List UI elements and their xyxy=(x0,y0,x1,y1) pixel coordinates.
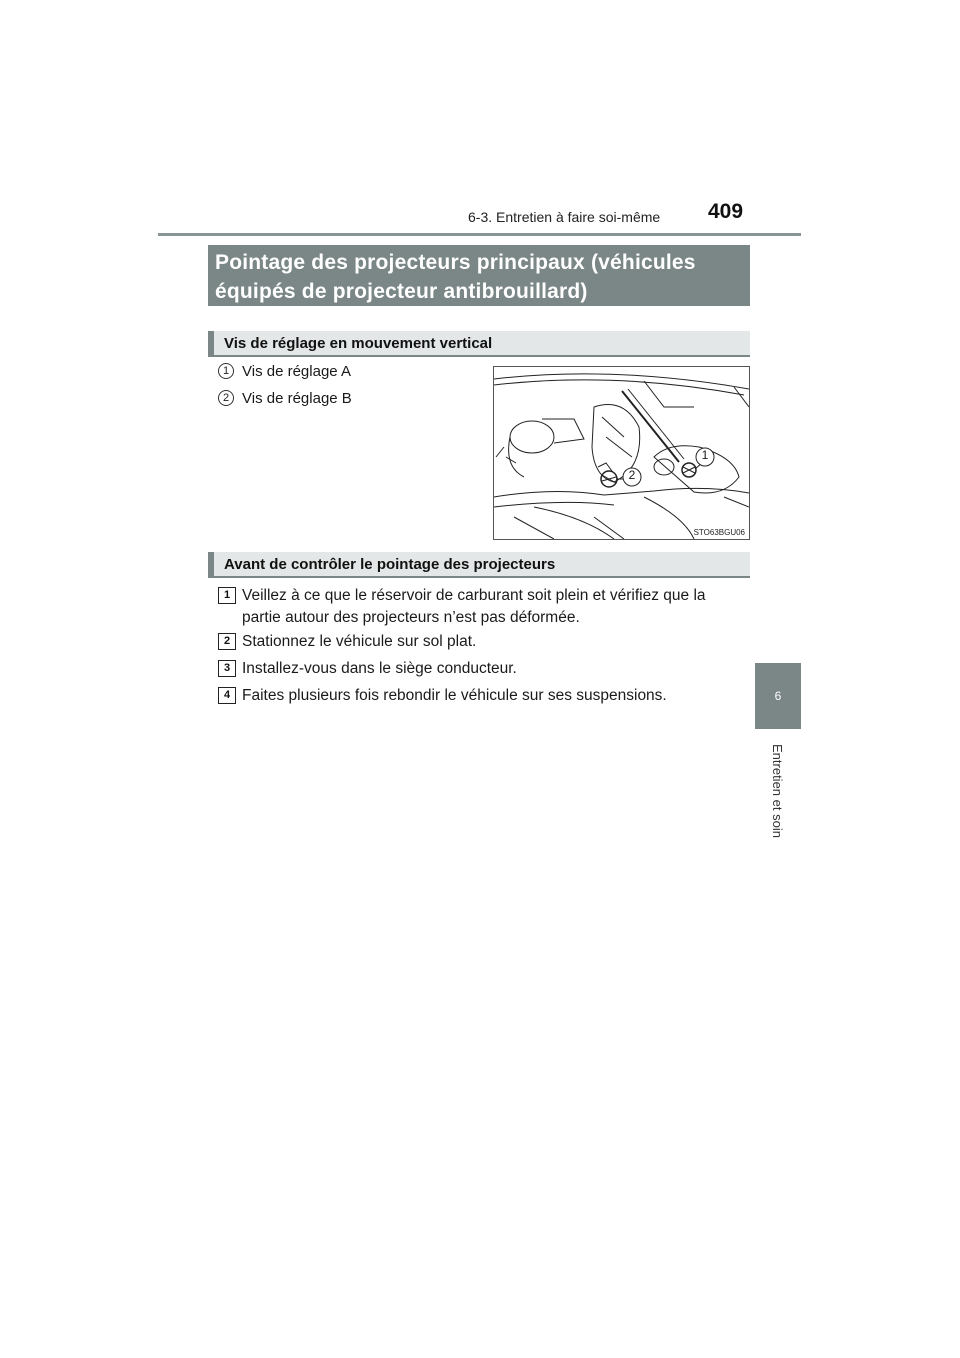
step-4-text: Faites plusieurs fois rebondir le véhicule sur ses suspensions. xyxy=(242,687,667,704)
step-1-text xyxy=(242,585,706,629)
header-divider xyxy=(158,233,801,236)
adjust-screws-heading: Vis de réglage en mouvement vertical xyxy=(208,331,750,357)
step-1-line2: partie autour des projecteurs n’est pas déformée. xyxy=(242,609,580,626)
callout-2-label: Vis de réglage B xyxy=(242,390,352,407)
step-3-text: Installez-vous dans le siège conducteur. xyxy=(242,660,517,677)
page-title-line1: Pointage des projecteurs principaux (véhicules xyxy=(215,251,696,274)
engine-bay-illustration xyxy=(493,366,750,540)
chapter-title: Entretien et soin xyxy=(770,744,785,838)
figure-code: STO63BGU06 xyxy=(693,528,745,537)
step-1-line1: Veillez à ce que le réservoir de carburant soit plein et vérifiez que la xyxy=(242,587,706,604)
before-check-heading: Avant de contrôler le pointage des projecteurs xyxy=(208,552,750,578)
step-1-number: 1 xyxy=(218,587,236,604)
callout-1-label: Vis de réglage A xyxy=(242,363,351,380)
section-header: 6-3. Entretien à faire soi-même xyxy=(468,209,661,225)
step-2-text: Stationnez le véhicule sur sol plat. xyxy=(242,633,477,650)
step-2-number: 2 xyxy=(218,633,236,650)
page-number: 409 xyxy=(708,200,744,223)
figure-label-2: 2 xyxy=(628,468,636,482)
figure-label-1: 1 xyxy=(701,448,709,462)
page-title-line2: équipés de projecteur antibrouillard) xyxy=(215,280,588,303)
step-4-number: 4 xyxy=(218,687,236,704)
chapter-number: 6 xyxy=(774,689,782,703)
chapter-tab xyxy=(755,663,801,729)
page-title xyxy=(208,245,750,306)
callout-1-marker: 1 xyxy=(218,363,234,379)
step-3-number: 3 xyxy=(218,660,236,677)
chapter-title-vertical xyxy=(755,744,801,854)
callout-2-marker: 2 xyxy=(218,390,234,406)
